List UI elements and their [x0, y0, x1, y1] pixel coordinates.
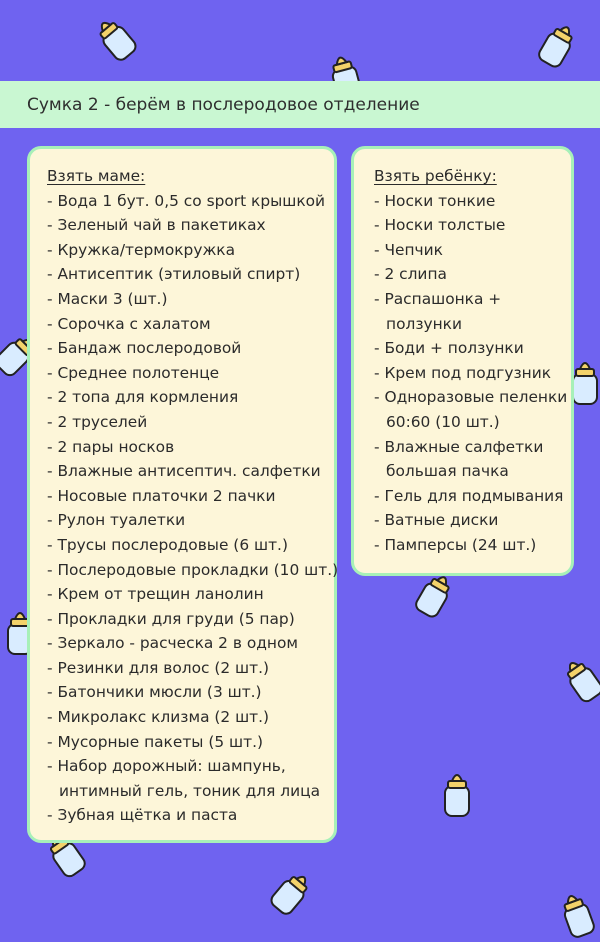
list-item: - Крем под подгузник — [374, 361, 578, 386]
list-item: - Рулон туалетки — [47, 508, 349, 533]
baby-list-heading: Взять ребёнку: — [374, 167, 497, 185]
list-item: - Антисептик (этиловый спирт) — [47, 262, 349, 287]
list-item: - Послеродовые прокладки (10 шт.) — [47, 558, 349, 583]
list-item: - Ватные диски — [374, 508, 578, 533]
list-item: - Влажные салфетки большая пачка — [374, 435, 578, 484]
baby-bottle-icon — [440, 770, 474, 818]
list-item: - Бандаж послеродовой — [47, 336, 349, 361]
baby-bottle-icon — [264, 863, 321, 922]
baby-bottle-icon — [553, 886, 600, 942]
mom-items-list — [47, 189, 339, 828]
baby-list-card — [351, 146, 574, 576]
list-item: - Носки тонкие — [374, 189, 578, 214]
list-item: - Крем от трещин ланолин — [47, 582, 349, 607]
list-item: - Сорочка с халатом — [47, 312, 349, 337]
list-item: - Вода 1 бут. 0,5 со sport крышкой — [47, 189, 349, 214]
list-item: - Чепчик — [374, 238, 578, 263]
page-title: Сумка 2 - берём в послеродовое отделение — [27, 94, 420, 115]
list-item: - 2 пары носков — [47, 435, 349, 460]
list-item: - Резинки для волос (2 шт.) — [47, 656, 349, 681]
mom-list-card — [27, 146, 337, 843]
header-banner — [0, 81, 600, 128]
baby-bottle-icon — [554, 650, 600, 709]
baby-bottle-icon — [531, 15, 584, 74]
list-item: - Мусорные пакеты (5 шт.) — [47, 730, 349, 755]
mom-list-heading: Взять маме: — [47, 167, 146, 185]
list-item: - Прокладки для груди (5 пар) — [47, 607, 349, 632]
list-item: - Носки толстые — [374, 213, 578, 238]
list-item: - Одноразовые пеленки 60:60 (10 шт.) — [374, 385, 578, 434]
list-item: - Боди + ползунки — [374, 336, 578, 361]
baby-items-list — [374, 189, 571, 558]
list-item: - Микролакс клизма (2 шт.) — [47, 705, 349, 730]
list-item: - Батончики мюсли (3 шт.) — [47, 680, 349, 705]
list-item: - Зубная щётка и паста — [47, 803, 349, 828]
list-item: - Зеркало - расческа 2 в одном — [47, 631, 349, 656]
baby-bottle-icon — [87, 9, 144, 68]
list-item: - Влажные антисептич. салфетки — [47, 459, 349, 484]
list-item: - Гель для подмывания — [374, 484, 578, 509]
list-item: - 2 труселей — [47, 410, 349, 435]
list-item: - Среднее полотенце — [47, 361, 349, 386]
list-item: - Набор дорожный: шампунь, интимный гель, тоник для лица — [47, 754, 324, 803]
list-item: - 2 топа для кормления — [47, 385, 349, 410]
list-item: - Зеленый чай в пакетиках — [47, 213, 349, 238]
list-item: - Распашонка + ползунки — [374, 287, 578, 336]
list-item: - Маски 3 (шт.) — [47, 287, 349, 312]
list-item: - Кружка/термокружка — [47, 238, 349, 263]
list-item: - Трусы послеродовые (6 шт.) — [47, 533, 349, 558]
list-item: - 2 слипа — [374, 262, 578, 287]
list-item: - Памперсы (24 шт.) — [374, 533, 578, 558]
list-item: - Носовые платочки 2 пачки — [47, 484, 349, 509]
